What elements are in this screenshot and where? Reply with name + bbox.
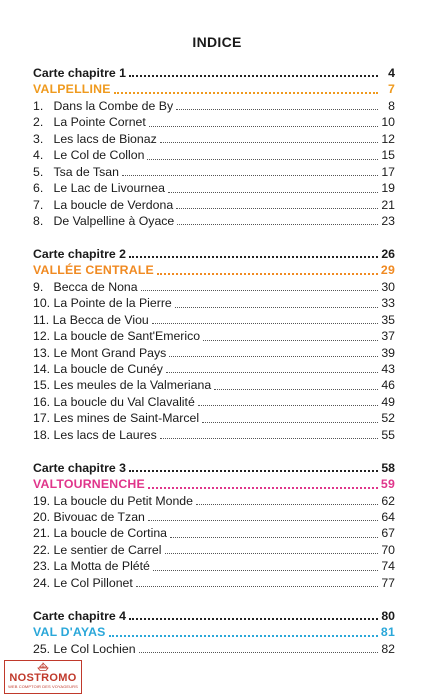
toc-entry-label: 2. La Pointe Cornet: [33, 115, 146, 130]
toc-entry-page-number: 37: [381, 329, 395, 344]
chapter-map-entry-page-number: 4: [388, 66, 395, 80]
toc-entry-page-number: 70: [381, 542, 395, 557]
toc-entry-page-number: 77: [381, 575, 395, 590]
dot-leader: [160, 437, 378, 439]
toc-entry-page-number: 46: [381, 378, 395, 393]
toc-entry-page-number: 21: [381, 197, 395, 212]
chapter-map-entry[interactable]: [33, 460, 395, 476]
toc-entry[interactable]: [33, 394, 395, 410]
dot-leader: [129, 255, 378, 258]
section-gap: [33, 443, 395, 460]
dot-leader: [129, 74, 378, 77]
toc-entry-page-number: 19: [381, 181, 395, 196]
dot-leader: [176, 207, 378, 209]
toc-entry[interactable]: [33, 345, 395, 361]
dot-leader: [175, 306, 378, 308]
toc-entry-label: 4. Le Col de Collon: [33, 148, 145, 163]
toc-entry-label: 19. La boucle du Petit Monde: [33, 493, 193, 508]
chapter-map-entry-label: Carte chapitre 4: [33, 608, 126, 623]
nostromo-logo: [4, 660, 82, 694]
toc-entry-label: 22. Le sentier de Carrel: [33, 542, 162, 557]
toc-entry-label: 1. Dans la Combe de By: [33, 98, 174, 113]
toc-entry-label: 6. Le Lac de Livournea: [33, 181, 165, 196]
toc-entry-label: 23. La Motta de Plété: [33, 559, 150, 574]
dot-leader: [169, 355, 378, 357]
region-entry-label: VALTOURNENCHE: [33, 477, 145, 492]
toc-entry[interactable]: [33, 312, 395, 328]
dot-leader: [148, 486, 378, 489]
chapter-map-entry-page-number: 80: [381, 608, 395, 623]
chapter-map-entry-label: Carte chapitre 2: [33, 246, 126, 261]
dot-leader: [203, 339, 378, 341]
toc-entry-page-number: 23: [381, 213, 395, 228]
toc-entry-label: 15. Les meules de la Valmeriana: [33, 378, 212, 393]
dot-leader: [129, 469, 378, 472]
dot-leader: [214, 388, 378, 390]
dot-leader: [152, 322, 378, 324]
toc-entry[interactable]: [33, 98, 395, 114]
toc-entry-page-number: 12: [381, 131, 395, 146]
toc-entry[interactable]: [33, 509, 395, 525]
dot-leader: [168, 191, 378, 193]
toc-entry[interactable]: [33, 427, 395, 443]
logo-name: NOSTROMO: [9, 672, 77, 684]
page-title: INDICE: [192, 34, 242, 50]
chapter-map-entry[interactable]: [33, 65, 395, 81]
toc-entry-label: 8. De Valpelline à Oyace: [33, 213, 175, 228]
toc-entry[interactable]: [33, 641, 395, 657]
toc-entry[interactable]: [33, 164, 395, 180]
toc-entry[interactable]: [33, 328, 395, 344]
toc-entry-page-number: 55: [381, 427, 395, 442]
dot-leader: [114, 91, 378, 94]
toc-entry-label: 12. La boucle de Sant'Emerico: [33, 329, 201, 344]
toc-entry-page-number: 74: [381, 559, 395, 574]
toc-entry[interactable]: [33, 295, 395, 311]
toc-entry[interactable]: [33, 213, 395, 229]
dot-leader: [141, 289, 378, 291]
region-entry-page-number: 81: [380, 625, 395, 640]
toc-entry-page-number: 17: [381, 164, 395, 179]
toc-entry-page-number: 39: [381, 345, 395, 360]
chapter-map-entry-label: Carte chapitre 1: [33, 66, 126, 80]
dot-leader: [177, 223, 378, 225]
ship-icon: [36, 662, 50, 671]
dot-leader: [165, 552, 378, 554]
toc-entry-label: 16. La boucle du Val Clavalité: [33, 394, 195, 409]
region-entry-label: VALPELLINE: [33, 82, 111, 97]
toc-entry[interactable]: [33, 525, 395, 541]
toc-entry-page-number: 33: [381, 296, 395, 311]
dot-leader: [109, 634, 378, 637]
toc-entry[interactable]: [33, 279, 395, 295]
section-gap: [33, 229, 395, 246]
chapter-map-entry[interactable]: [33, 246, 395, 262]
toc-entry-label: 20. Bivouac de Tzan: [33, 509, 145, 524]
region-entry[interactable]: [33, 476, 395, 492]
dot-leader: [122, 174, 378, 176]
toc-entry-label: 10. La Pointe de la Pierre: [33, 296, 172, 311]
toc-entry-label: 7. La boucle de Verdona: [33, 197, 174, 212]
toc-entry[interactable]: [33, 542, 395, 558]
table-of-contents: [33, 65, 395, 657]
region-entry[interactable]: [33, 624, 395, 640]
region-entry-label: VALLÉE CENTRALE: [33, 263, 154, 278]
region-entry[interactable]: [33, 262, 395, 278]
toc-entry-page-number: 82: [381, 641, 395, 656]
toc-entry-page-number: 49: [381, 394, 395, 409]
toc-entry-page-number: 35: [381, 312, 395, 327]
dot-leader: [149, 125, 378, 127]
dot-leader: [139, 651, 378, 653]
toc-entry[interactable]: [33, 558, 395, 574]
dot-leader: [147, 158, 378, 160]
toc-entry-page-number: 64: [381, 509, 395, 524]
toc-entry-page-number: 43: [381, 361, 395, 376]
region-entry-page-number: 59: [380, 477, 395, 492]
toc-entry[interactable]: [33, 147, 395, 163]
dot-leader: [148, 519, 378, 521]
chapter-map-entry-page-number: 58: [381, 460, 395, 475]
toc-entry-page-number: 67: [381, 526, 395, 541]
toc-entry-page-number: 52: [381, 411, 395, 426]
region-entry-page-number: 7: [387, 82, 395, 97]
chapter-map-entry-label: Carte chapitre 3: [33, 460, 126, 475]
region-entry-label: VAL D'AYAS: [33, 625, 106, 640]
toc-entry-label: 11. La Becca de Viou: [33, 312, 149, 327]
toc-entry-page-number: 62: [381, 493, 395, 508]
toc-entry-label: 13. Le Mont Grand Pays: [33, 345, 167, 360]
toc-entry-label: 5. Tsa de Tsan: [33, 164, 119, 179]
toc-entry-page-number: 30: [381, 279, 395, 294]
toc-entry-label: 25. Le Col Lochien: [33, 641, 136, 656]
toc-entry-label: 17. Les mines de Saint-Marcel: [33, 411, 200, 426]
dot-leader: [129, 617, 378, 620]
toc-entry[interactable]: [33, 197, 395, 213]
toc-entry[interactable]: [33, 114, 395, 130]
chapter-map-entry-page-number: 26: [381, 246, 395, 261]
toc-entry[interactable]: [33, 180, 395, 196]
toc-entry-label: 9. Becca de Nona: [33, 279, 138, 294]
toc-entry[interactable]: [33, 575, 395, 591]
dot-leader: [170, 536, 378, 538]
region-entry-page-number: 29: [380, 263, 395, 278]
toc-entry[interactable]: [33, 377, 395, 393]
logo-tagline: WEB COMPTOIR DES VOYAGEURS: [8, 684, 78, 689]
dot-leader: [198, 404, 378, 406]
section-gap: [33, 591, 395, 608]
toc-entry-label: 3. Les lacs de Bionaz: [33, 131, 157, 146]
chapter-map-entry[interactable]: [33, 608, 395, 624]
toc-entry[interactable]: [33, 131, 395, 147]
toc-entry-page-number: 8: [388, 98, 395, 113]
toc-entry-label: 24. Le Col Pillonet: [33, 575, 133, 590]
dot-leader: [196, 503, 378, 505]
toc-entry-label: 18. Les lacs de Laures: [33, 427, 157, 442]
dot-leader: [202, 421, 378, 423]
toc-entry-page-number: 10: [381, 115, 395, 130]
dot-leader: [160, 141, 378, 143]
dot-leader: [166, 371, 378, 373]
toc-entry-label: 14. La boucle de Cunéy: [33, 361, 163, 376]
toc-entry[interactable]: [33, 493, 395, 509]
toc-entry[interactable]: [33, 410, 395, 426]
toc-entry[interactable]: [33, 361, 395, 377]
toc-entry-label: 21. La boucle de Cortina: [33, 526, 167, 541]
dot-leader: [176, 108, 378, 110]
region-entry[interactable]: [33, 81, 395, 97]
dot-leader: [136, 585, 378, 587]
toc-entry-page-number: 15: [381, 148, 395, 163]
dot-leader: [153, 569, 378, 571]
dot-leader: [157, 272, 378, 275]
